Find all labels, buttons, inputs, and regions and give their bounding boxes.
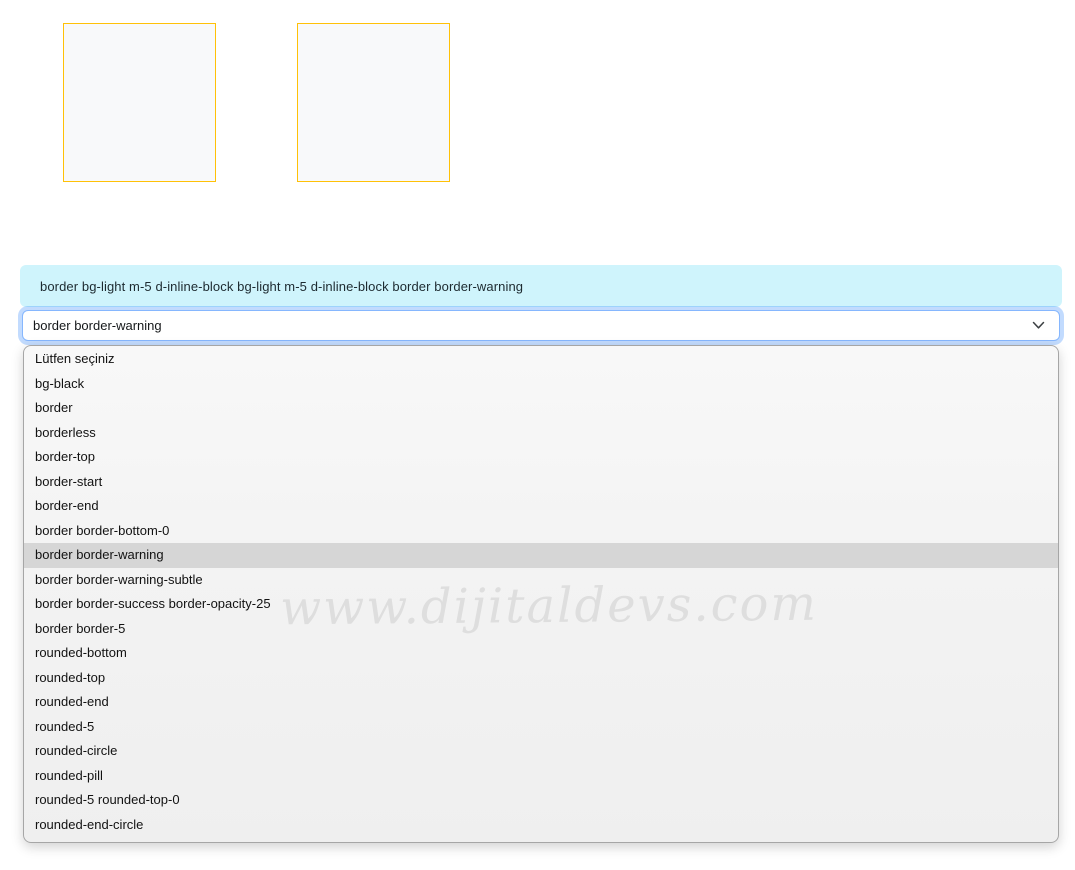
dropdown-option[interactable]: border-start: [35, 473, 103, 489]
demo-box-border-warning-1: [63, 23, 216, 182]
dropdown-option[interactable]: rounded-bottom: [35, 645, 127, 660]
dropdown-option[interactable]: border-end: [35, 498, 99, 513]
dropdown-option[interactable]: rounded-top: [35, 669, 106, 685]
class-select-value: border border-warning: [33, 318, 162, 333]
watermark: www.dijitaldevs.com: [279, 575, 819, 637]
dropdown-option[interactable]: border border-warning: [24, 543, 1058, 568]
dropdown-option[interactable]: rounded-circle: [35, 743, 118, 758]
class-select[interactable]: [22, 310, 1060, 341]
dropdown-option[interactable]: rounded-end: [35, 694, 109, 709]
dropdown-options: [24, 347, 1058, 837]
chevron-down-icon: [1032, 318, 1045, 333]
dropdown-option[interactable]: rounded-5: [35, 718, 95, 734]
select-dropdown-panel: [23, 345, 1059, 843]
dropdown-option[interactable]: rounded-end-circle: [35, 816, 144, 832]
dropdown-option[interactable]: border: [35, 400, 73, 415]
dropdown-option[interactable]: rounded-5 rounded-top-0: [35, 792, 180, 807]
dropdown-option[interactable]: border border-success border-opacity-25: [35, 596, 271, 611]
dropdown-option[interactable]: border-top: [35, 449, 95, 464]
dropdown-option[interactable]: border border-bottom-0: [35, 522, 170, 538]
dropdown-option[interactable]: borderless: [35, 424, 96, 440]
dropdown-option[interactable]: border border-warning-subtle: [35, 571, 203, 587]
dropdown-option[interactable]: border border-5: [35, 620, 126, 636]
applied-classes-bar: [20, 265, 1062, 307]
demo-box-border-warning-2: [297, 23, 450, 182]
dropdown-option[interactable]: rounded-pill: [35, 767, 103, 783]
dropdown-option[interactable]: Lütfen seçiniz: [35, 351, 115, 366]
dropdown-option[interactable]: bg-black: [35, 375, 85, 391]
applied-classes-text: border bg-light m-5 d-inline-block bg-light m-5 d-inline-block border border-warning: [40, 278, 524, 294]
